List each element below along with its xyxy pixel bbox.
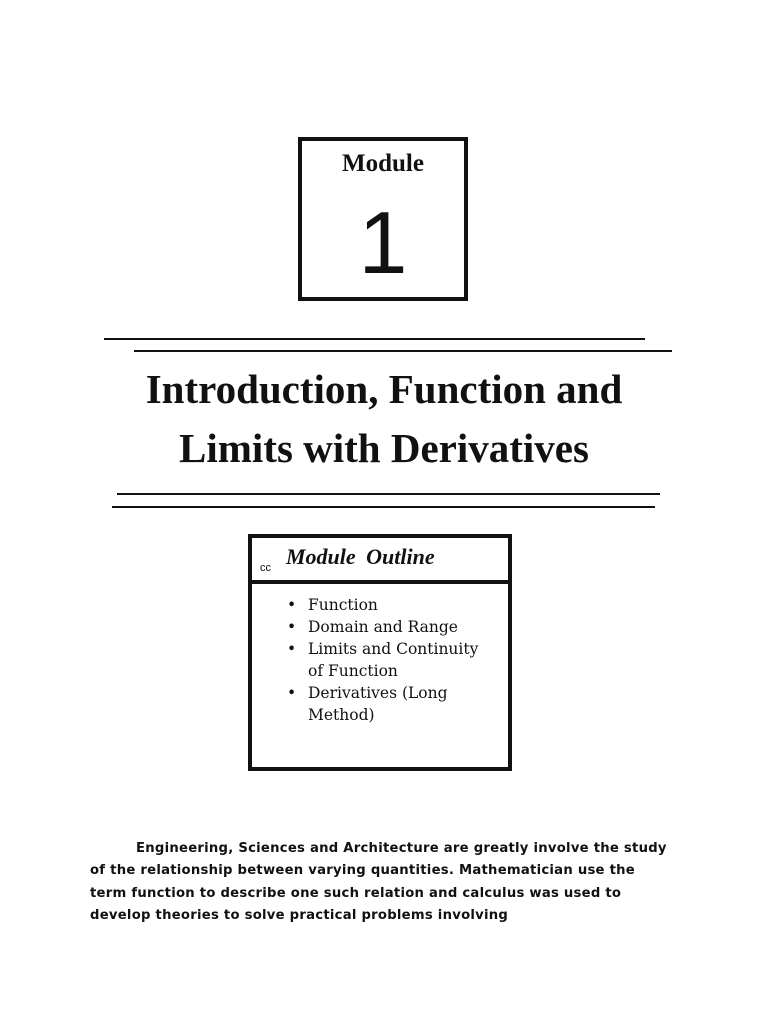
module-label: Module	[342, 150, 424, 177]
module-outline-header	[252, 538, 508, 584]
bottom-rule-upper	[117, 493, 660, 495]
outline-item: • Domain and Range	[308, 616, 508, 638]
module-outline-box	[248, 534, 512, 771]
top-rule-upper	[104, 338, 645, 340]
module-outline-list	[252, 594, 508, 726]
intro-paragraph: Engineering, Sciences and Architecture are greatly involve the study of the relationship between varying quantities. Mathematician use the term function to describe one such relation and calculus was used to develop theories to solve practical problems involving	[90, 841, 667, 923]
module-title-line-2: Limits with Derivatives	[179, 425, 589, 471]
module-title	[100, 360, 668, 478]
outline-item: • Function	[308, 594, 508, 616]
module-number-box	[298, 137, 468, 301]
module-title-line-1: Introduction, Function and	[145, 366, 623, 412]
outline-item: • Limits and Continuity of Function	[308, 638, 508, 682]
outline-item: • Derivatives (Long Method)	[308, 682, 508, 726]
outline-prefix: cc	[260, 562, 271, 574]
top-rule-lower	[134, 350, 672, 352]
module-number: 1	[358, 193, 408, 292]
module-outline-title: Module Outline	[286, 544, 435, 569]
bottom-rule-lower	[112, 506, 655, 508]
